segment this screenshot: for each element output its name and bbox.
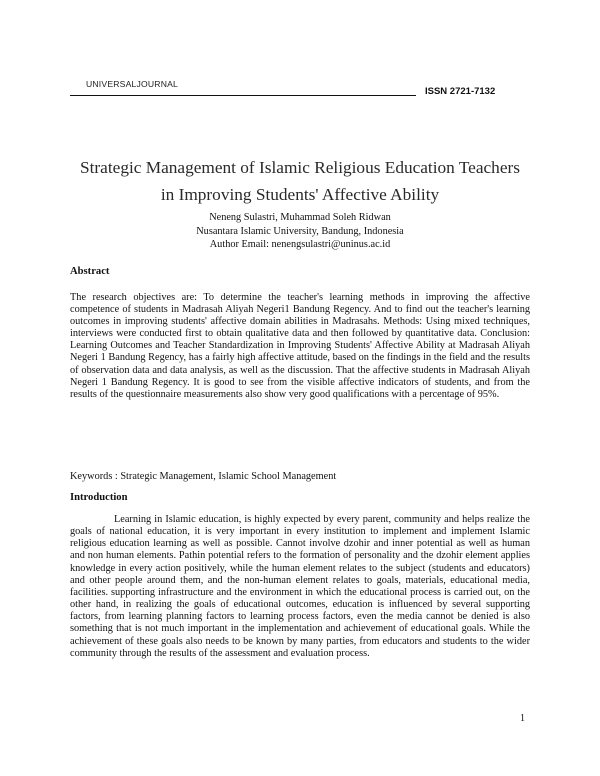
issn-label: ISSN 2721-7132 (425, 86, 496, 97)
title-line-1: Strategic Management of Islamic Religious Education Teachers (80, 158, 520, 177)
author-names: Neneng Sulastri, Muhammad Soleh Ridwan (209, 212, 391, 223)
author-affiliation: Nusantara Islamic University, Bandung, Indonesia (196, 225, 404, 237)
page-number: 1 (520, 713, 525, 724)
title-line-2: in Improving Students' Affective Ability (160, 185, 440, 204)
journal-name: UNIVERSALJOURNAL (86, 79, 179, 89)
abstract-heading: Abstract (70, 266, 110, 277)
introduction-heading: Introduction (70, 492, 128, 503)
keywords: Keywords : Strategic Management, Islamic School Management (70, 471, 337, 482)
header-rule (70, 95, 416, 96)
author-email: Author Email: nenengsulastri@uninus.ac.id (209, 239, 391, 250)
author-block (100, 211, 500, 252)
abstract-body: The research objectives are: To determine the teacher's learning methods in improving the affective competence of students in Madrasah Aliyah Negeri1 Bandung Regency. And to find out the teacher's learning outcomes in improving students' affective domain abilities in Madrasahs. Methods: Using mixed techniques, interviews were conducted first to obtain qualitative data and then followed by quantitative data. Conclusion: Learning Outcomes and Teacher Standardization in Improving Students' Affective Ability at Madrasah Aliyah Negeri 1 Bandung Regency, has a fairly high affective attitude, based on the findings in the field and the results of observation data and data analysis, as well as the discussion. That the affective students in Madrasah Aliyah Negeri 1 Bandung Regency. It is good to see from the visible affective indicators of students, and from the results of the questionnaire measurements also show very good qualifications with a percentage of 95%. (70, 292, 530, 400)
introduction-body: Learning in Islamic education, is highly expected by every parent, community and helps realize the goals of national education, it is very important in every institution to implement and implement Islamic religious education learning as well as possible. Cannot involve dzohir and inner potential as well as human and non human elements. Pathin potential refers to the formation of personality and the dzohir element applies knowledge in every action positively, while the human element relates to the subject (students and educators) and other people around them, and the non-human element relates to goals, materials, educational media, facilities. supporting infrastructure and the environment in which the educational process is carried out, on the other hand, in realizing the goals of educational outcomes, education is influenced by several supporting factors, from learning planning factors to learning process factors, even the media cannot be denied is also something that is not much important in the implementation and achievement of educational goals. While the achievement of these goals also needs to be known by many parties, from educators and students to the wider community through the results of the assessment and evaluation process. (70, 514, 530, 659)
paper-title (40, 154, 560, 208)
